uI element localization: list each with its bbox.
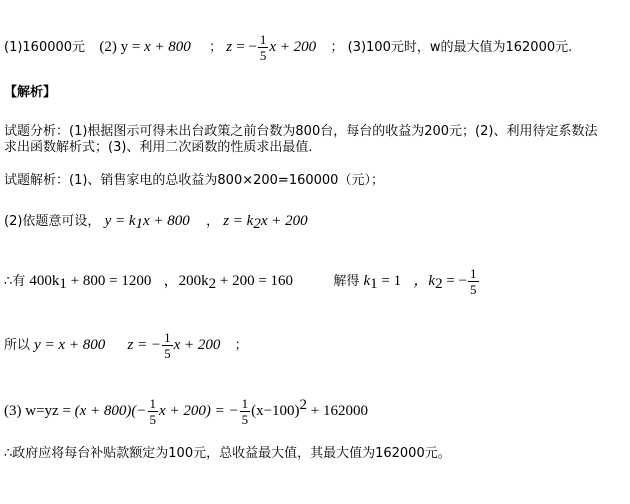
so-z: z = − <box>127 337 162 353</box>
solution-conclusion: ∴政府应将每台补贴款额定为100元，总收益最大值，其最大值为162000元。 <box>4 446 451 461</box>
so-numerator: 1 <box>164 330 171 345</box>
step-3-d: + 162000 <box>307 403 368 419</box>
k1-sub: 1 <box>370 276 378 292</box>
solution-step-3 <box>4 396 368 427</box>
k2-a: ，k <box>413 273 436 289</box>
solution-intro: 试题解析：(1)、销售家电的总收益为800×200=160000（元）； <box>4 173 384 188</box>
section-title: 【解析】 <box>4 85 57 100</box>
answer-part-2-label: (2) y = <box>99 39 145 55</box>
k2-denominator: 5 <box>470 282 477 297</box>
step-2-z: z = k <box>223 213 254 229</box>
eq1-sub: 1 <box>59 276 67 292</box>
step-3-c: (x−100) <box>251 403 300 419</box>
answer-semicolon-2: ； <box>330 40 344 55</box>
k2-fraction <box>468 266 479 297</box>
step-2-prefix: (2)依题意可设， <box>4 214 101 229</box>
step-2-y: y = k <box>104 213 136 229</box>
fraction-denominator: 5 <box>259 48 267 63</box>
solution-so-line <box>4 330 248 361</box>
step-2-z-sub: 2 <box>253 216 261 232</box>
so-denominator: 5 <box>164 346 171 361</box>
so-fraction <box>162 330 173 361</box>
step-3-denominator-2: 5 <box>241 412 249 427</box>
solve-label: 解得 <box>333 274 360 289</box>
step-2-z-tail: x + 200 <box>260 213 308 229</box>
therefore-prefix: ∴有 <box>4 274 26 289</box>
k1-a: k <box>363 273 371 289</box>
so-semicolon: ； <box>234 338 248 353</box>
step-3-a: (x + 800)(− <box>74 403 147 419</box>
k2-b: = − <box>442 273 468 289</box>
step-3-denominator-1: 5 <box>149 412 157 427</box>
analysis-line-1: 试题分析：(1)根据图示可得未出台政策之前台数为800台，每台的收益为200元；(2)、利用待定系数法 <box>4 124 598 139</box>
eq1-a: 400k <box>29 273 60 289</box>
eq1-b: + 800 = 1200 <box>66 273 152 289</box>
fraction-numerator: 1 <box>259 32 267 47</box>
step-3-sup: 2 <box>299 397 308 413</box>
solution-therefore-line <box>4 266 480 297</box>
so-prefix: 所以 <box>4 338 31 353</box>
step-2-comma: ， <box>206 214 220 229</box>
eq2-a: ，200k <box>163 273 209 289</box>
k2-sub: 2 <box>435 276 443 292</box>
step-3-numerator-1: 1 <box>149 396 157 411</box>
answer-z-tail: x + 200 <box>269 39 317 55</box>
step-3-b: x + 200) = − <box>159 403 239 419</box>
k1-b: = 1 <box>377 273 402 289</box>
answer-z: z <box>226 39 233 55</box>
answer-z-eq: = − <box>236 39 257 55</box>
solution-step-2 <box>4 213 308 232</box>
step-2-y-tail: x + 800 <box>143 213 190 229</box>
so-y: y = x + 800 <box>34 337 106 353</box>
answer-fraction <box>258 32 269 63</box>
eq2-sub: 2 <box>208 276 217 292</box>
answer-line <box>4 32 572 63</box>
answer-part-1: (1)160000元 <box>4 40 86 55</box>
step-3-fraction-1 <box>148 396 159 427</box>
so-tail: x + 200 <box>173 337 221 353</box>
step-3-numerator-2: 1 <box>241 396 249 411</box>
answer-part-3: (3)100元时，w的最大值为162000元. <box>347 40 573 55</box>
answer-semicolon: ； <box>209 40 223 55</box>
answer-part-2-y-rhs: x + 800 <box>144 39 191 55</box>
step-3-prefix: (3) w=yz = <box>4 403 75 419</box>
k2-numerator: 1 <box>470 266 477 281</box>
step-3-fraction-2 <box>240 396 251 427</box>
eq2-b: + 200 = 160 <box>216 273 294 289</box>
step-2-y-sub: 1 <box>135 216 143 232</box>
analysis-line-2: 求出函数解析式；(3)、利用二次函数的性质求出最值. <box>4 140 313 155</box>
